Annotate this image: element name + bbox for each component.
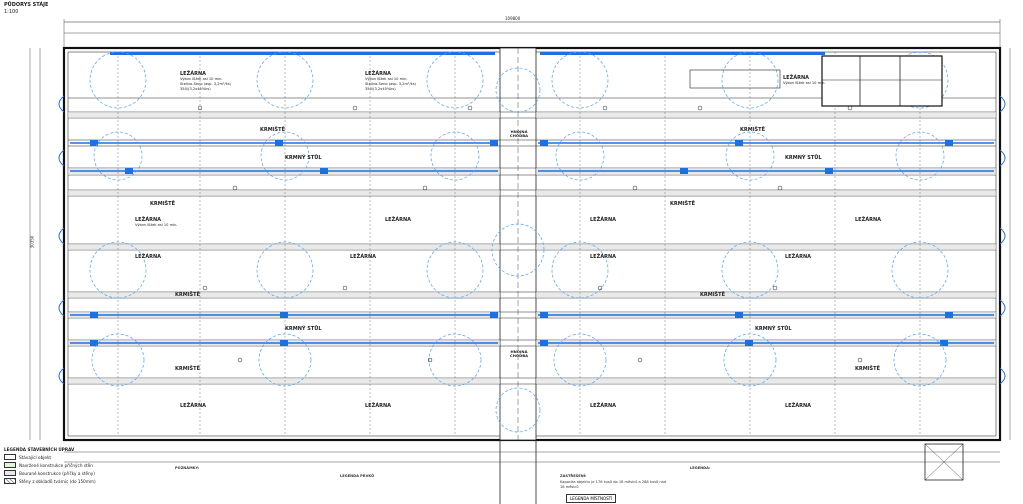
label-spec-3: 350/(3,2x45%ks) — [180, 87, 211, 91]
label-lezarna-9: LEŽÁRNA — [350, 254, 377, 260]
label-lezarna-10: LEŽÁRNA — [590, 254, 617, 260]
label-spec-1: Výkon lůžek asi 10 min. — [180, 77, 223, 81]
label-spec-1c: Výkon lůžek asi 10 min. — [783, 81, 826, 85]
label-krmiste-3: KRMIŠTĚ — [150, 201, 175, 207]
label-krmny-stul-2: KRMNÝ STŮL — [785, 155, 822, 161]
legend-item — [4, 470, 134, 476]
label-krmiste-6: KRMIŠTĚ — [700, 292, 725, 298]
legenda-mistnosti-box: LEGENDA MÍSTNOSTÍ — [566, 494, 616, 503]
label-krmiste-4: KRMIŠTĚ — [670, 201, 695, 207]
label-lezarna-1: LEŽÁRNA — [180, 71, 207, 77]
left-dimension: 30350 — [29, 235, 35, 249]
overall-dimension: 109800 — [505, 16, 521, 21]
label-lezarna-7: LEŽÁRNA — [855, 217, 882, 223]
label-hnojna-chodba-2: HNOJNÁ CHODBA — [509, 349, 529, 358]
label-lezarna-8: LEŽÁRNA — [135, 254, 162, 260]
label-lezarna-4: LEŽÁRNA — [135, 217, 162, 223]
wall-strip-top-left — [110, 52, 495, 55]
label-spec-2: Stelivo-Seno (asp. 3,2m²/ks) — [180, 82, 231, 86]
label-krmny-stul-3: KRMNÝ STŮL — [285, 326, 322, 332]
legenda-title: LEGENDA: — [690, 466, 711, 470]
label-spec-1b: Výkon lůžek asi 10 min. — [365, 77, 408, 81]
legend-item-label: Stěny z obkladů tvárnic (do 150mm) — [19, 478, 96, 484]
label-krmiste-8: KRMIŠTĚ — [855, 366, 880, 372]
legend-swatch — [4, 478, 16, 484]
label-lezarna-2: LEŽÁRNA — [365, 71, 392, 77]
label-krmiste-2: KRMIŠTĚ — [740, 127, 765, 133]
notes-title: POZNÁMKY: — [175, 466, 200, 470]
label-lezarna-3: LEŽÁRNA — [783, 75, 810, 81]
label-krmiste-5: KRMIŠTĚ — [175, 292, 200, 298]
legend-swatch — [4, 454, 16, 460]
legend-prvku-title: LEGENDA PRVKŮ — [340, 474, 374, 478]
legend-swatch — [4, 462, 16, 468]
office-block — [822, 56, 942, 106]
label-spec-1d: Výkon lůžek asi 10 min. — [135, 223, 178, 227]
label-hnojna-chodba-1: HNOJNÁ CHODBA — [509, 129, 529, 138]
legend-item — [4, 478, 134, 484]
label-spec-2b: Stelivo-Seno (asp. 3,2m²/ks) — [365, 82, 416, 86]
label-krmny-stul-4: KRMNÝ STŮL — [755, 326, 792, 332]
label-lezarna-15: LEŽÁRNA — [785, 403, 812, 409]
zastreseni-title: ZASTŘEŠENÍ: — [560, 474, 587, 478]
label-lezarna-14: LEŽÁRNA — [590, 403, 617, 409]
legend-item — [4, 462, 134, 468]
drawing-scale: 1:100 — [4, 9, 19, 15]
label-lezarna-5: LEŽÁRNA — [385, 217, 412, 223]
legend-item-label: Stávající objekt — [19, 454, 52, 460]
label-krmiste-7: KRMIŠTĚ — [175, 366, 200, 372]
legend-item-label: Bourané konstrukce (příčky a stěny) — [19, 470, 95, 476]
legend-title: LEGENDA STAVEBNÍCH ÚPRAV — [4, 447, 75, 452]
label-lezarna-6: LEŽÁRNA — [590, 217, 617, 223]
label-lezarna-13: LEŽÁRNA — [365, 403, 392, 409]
label-krmiste-1: KRMIŠTĚ — [260, 127, 285, 133]
label-krmny-stul-1: KRMNÝ STŮL — [285, 155, 322, 161]
wall-strip-top-right — [540, 52, 825, 55]
label-lezarna-11: LEŽÁRNA — [785, 254, 812, 260]
legend-item — [4, 454, 134, 460]
zastreseni-text: Kapacita objektu je 176 kusů do 18 měsíců a 288 kusů nad 18 měsíců — [560, 480, 667, 489]
legend-item-label: Navržené konstrukce příčných stěn — [19, 462, 93, 468]
drawing-title: PŮDORYS STÁJE — [4, 2, 49, 8]
legend-stavebnich-uprav — [4, 447, 134, 486]
legend-swatch — [4, 470, 16, 476]
label-lezarna-12: LEŽÁRNA — [180, 403, 207, 409]
label-spec-3b: 350/(3,2x45%ks) — [365, 87, 396, 91]
